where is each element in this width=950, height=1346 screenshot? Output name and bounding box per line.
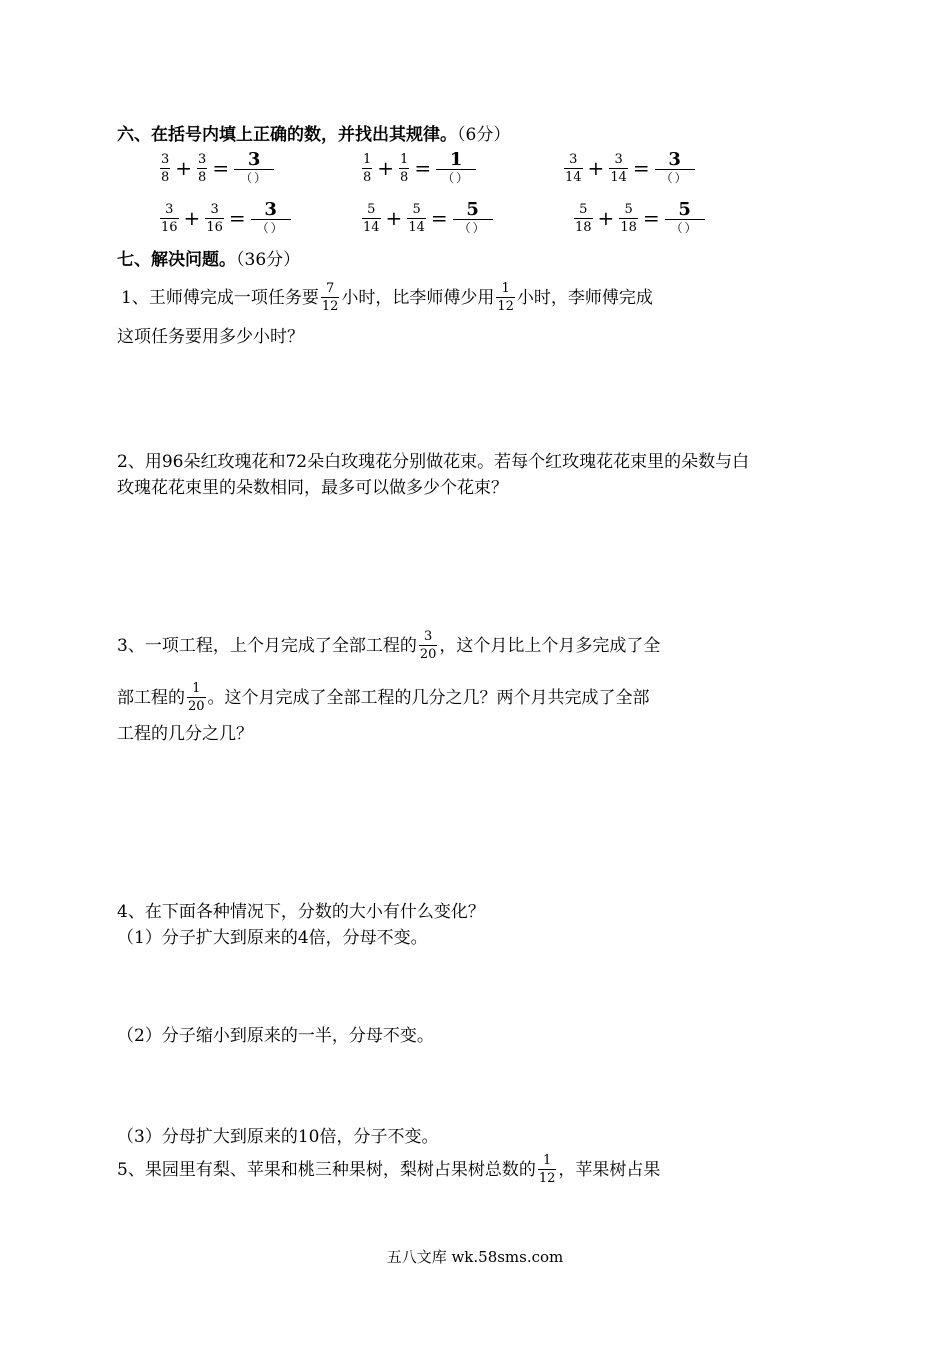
equation-6 — [572, 200, 707, 236]
equation-3 — [562, 150, 697, 186]
section-6-score: （6分） — [457, 125, 511, 145]
question-1-line-2: 这项任务要用多少小时？ — [117, 327, 304, 347]
section-7-score: （36分） — [236, 250, 301, 270]
blank-parentheses: （） — [660, 171, 689, 185]
equals-sign: = — [430, 206, 448, 230]
question-text: 3、一项工程，上个月完成了全部工程的 — [117, 635, 417, 656]
section-7-heading — [117, 250, 300, 270]
fraction: $\frac{3}{14}$ — [565, 151, 582, 185]
question-text: 1、王师傅完成一项任务要 — [121, 287, 319, 308]
question-text: 小时，李师傅完成 — [516, 287, 653, 308]
question-3-line-3: 工程的几分之几？ — [117, 724, 253, 744]
equals-sign: = — [642, 206, 660, 230]
question-2-line-1: 2、用96朵红玫瑰花和72朵白玫瑰花分别做花束。若每个红玫瑰花花束里的朵数与白 — [117, 452, 750, 472]
fraction: $\frac{7}{12}$ — [321, 281, 339, 314]
equals-sign: = — [228, 206, 246, 230]
question-3-line-1 — [117, 628, 660, 663]
section-6-title: 六、在括号内填上正确的数，并找出其规律。 — [117, 125, 457, 145]
answer-fraction: $\frac{5}{()}$ — [453, 200, 493, 236]
fraction: $\frac{3}{8}$ — [198, 151, 207, 185]
fraction: $\frac{1}{12}$ — [497, 281, 514, 314]
equation-1 — [158, 150, 276, 186]
section-6-heading — [117, 125, 510, 145]
question-text: ，这个月比上个月多完成了全 — [439, 635, 661, 656]
question-2-line-2: 玫瑰花花束里的朵数相同，最多可以做多少个花束？ — [117, 478, 508, 498]
question-4-sub-3: （3）分母扩大到原来的10倍，分子不变。 — [117, 1127, 439, 1147]
fraction: $\frac{3}{8}$ — [161, 151, 170, 185]
fraction: $\frac{5}{18}$ — [575, 201, 592, 235]
plus-sign: + — [597, 206, 615, 230]
fraction: $\frac{1}{8}$ — [363, 151, 372, 185]
plus-sign: + — [587, 156, 605, 180]
footer-watermark: 五八文库 wk.58sms.com — [386, 1248, 564, 1266]
fraction: $\frac{5}{14}$ — [408, 201, 425, 235]
answer-fraction: $\frac{3}{()}$ — [655, 150, 695, 186]
question-4-sub-2: （2）分子缩小到原来的一半，分母不变。 — [117, 1026, 434, 1046]
fraction: $\frac{1}{20}$ — [188, 681, 205, 714]
question-4-title: 4、在下面各种情况下，分数的大小有什么变化？ — [117, 902, 485, 922]
equals-sign: = — [212, 156, 230, 180]
blank-parentheses: （） — [670, 221, 699, 235]
question-3-line-2 — [117, 680, 650, 715]
question-text: 小时，比李师傅少用 — [341, 287, 495, 308]
answer-fraction: $\frac{1}{()}$ — [436, 150, 476, 186]
blank-parentheses: （） — [256, 221, 285, 235]
fraction: $\frac{5}{14}$ — [363, 201, 380, 235]
fraction: $\frac{3}{14}$ — [610, 151, 627, 185]
question-4-sub-1: （1）分子扩大到原来的4倍，分母不变。 — [117, 928, 428, 948]
fraction: $\frac{3}{16}$ — [206, 201, 223, 235]
blank-parentheses: （） — [442, 171, 471, 185]
section-7-title: 七、解决问题。 — [117, 250, 236, 270]
plus-sign: + — [385, 206, 403, 230]
equation-5 — [360, 200, 495, 236]
equation-4 — [158, 200, 293, 236]
plus-sign: + — [175, 156, 193, 180]
question-text: 部工程的 — [117, 687, 185, 708]
question-text: 5、果园里有梨、苹果和桃三种果树，梨树占果树总数的 — [117, 1159, 536, 1180]
answer-fraction: $\frac{3}{()}$ — [234, 150, 274, 186]
fraction: $\frac{3}{16}$ — [161, 201, 178, 235]
equals-sign: = — [632, 156, 650, 180]
plus-sign: + — [377, 156, 395, 180]
question-text: ，苹果树占果 — [558, 1159, 661, 1180]
blank-parentheses: （） — [240, 171, 269, 185]
blank-parentheses: （） — [458, 221, 487, 235]
fraction: $\frac{1}{8}$ — [400, 151, 409, 185]
question-text: 。这个月完成了全部工程的几分之几？两个月共完成了全部 — [207, 687, 650, 708]
question-5-line-1 — [117, 1152, 660, 1187]
equation-2 — [360, 150, 478, 186]
answer-fraction: $\frac{5}{()}$ — [665, 200, 705, 236]
plus-sign: + — [183, 206, 201, 230]
fraction: $\frac{3}{20}$ — [419, 629, 437, 662]
fraction: $\frac{1}{12}$ — [538, 1153, 556, 1186]
fraction: $\frac{5}{18}$ — [620, 201, 637, 235]
answer-fraction: $\frac{3}{()}$ — [251, 200, 291, 236]
equals-sign: = — [414, 156, 432, 180]
question-1-line-1 — [121, 280, 653, 315]
